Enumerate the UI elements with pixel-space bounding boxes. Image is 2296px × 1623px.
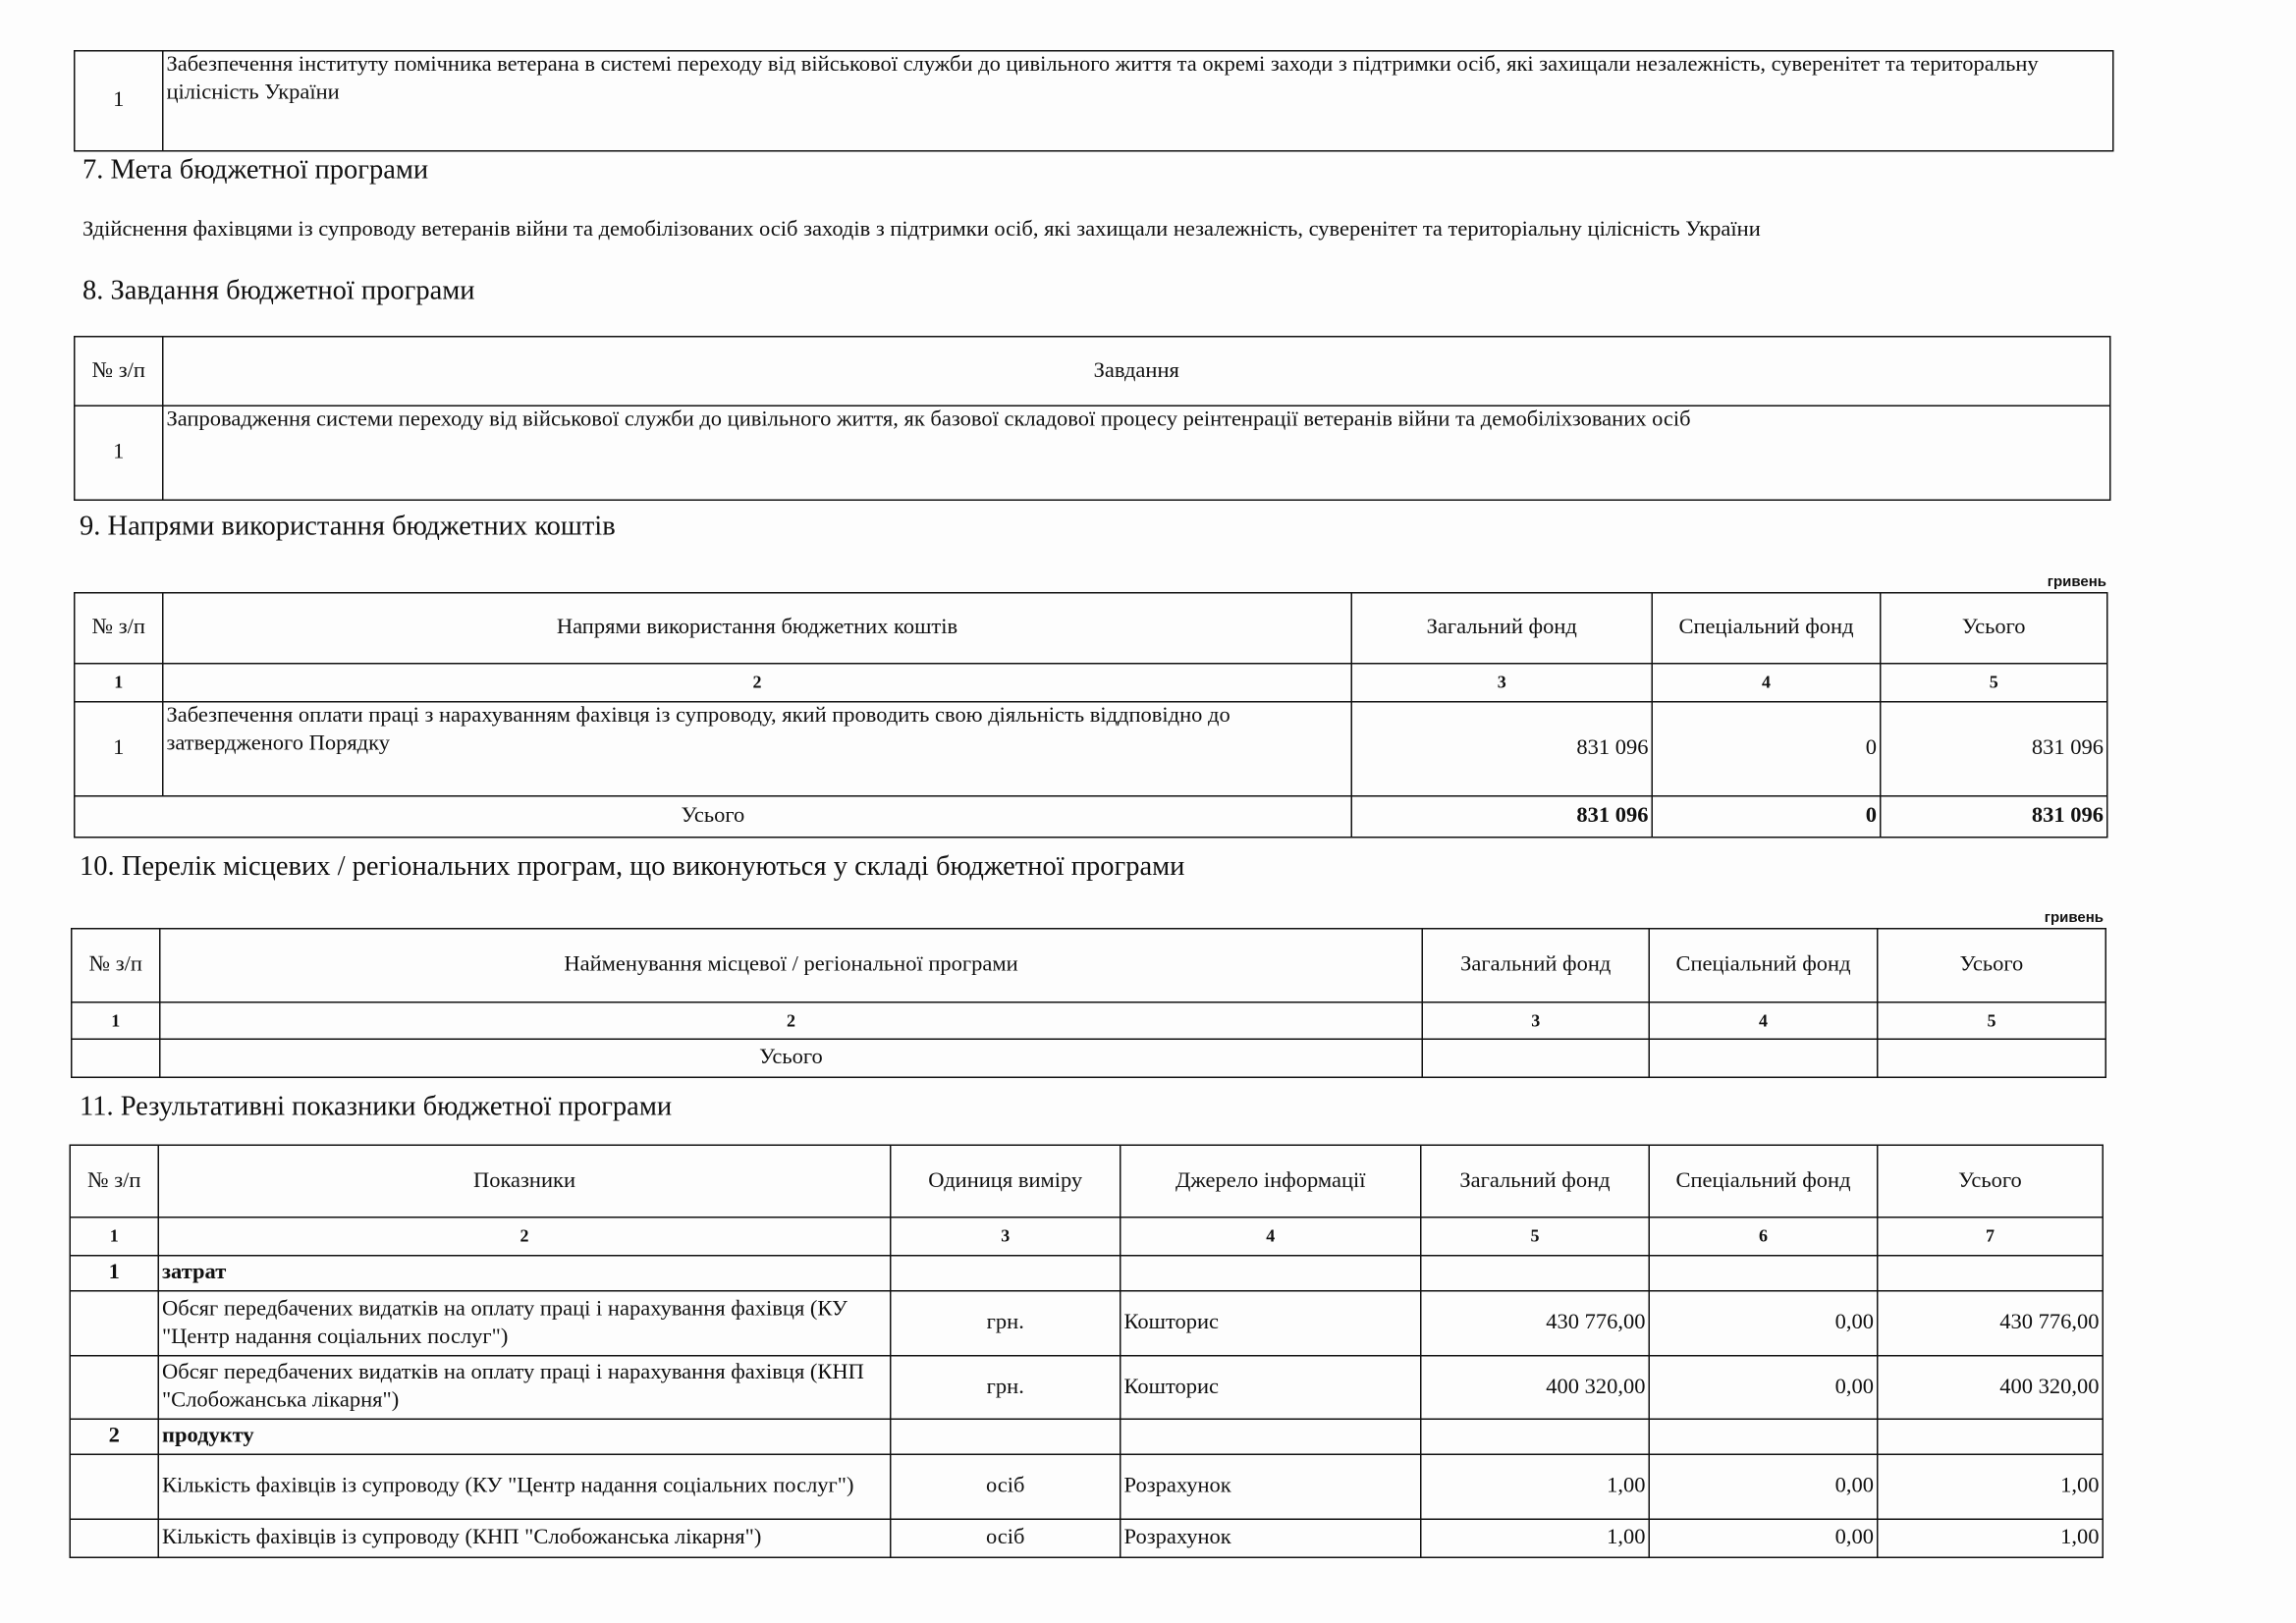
empty-cell (1649, 1256, 1878, 1291)
currency-unit: гривень (2047, 574, 2106, 591)
source: Розрахунок (1121, 1519, 1421, 1557)
header-total: Усього (1878, 929, 2106, 1002)
total-value: 400 320,00 (1878, 1356, 2104, 1420)
section10-table (71, 928, 2106, 1078)
header-num: № з/п (75, 337, 163, 406)
empty-cell (1649, 1419, 1878, 1454)
indicator-text: Кількість фахівців із супроводу (КНП "Слобожанська лікарня") (158, 1519, 891, 1557)
col-num: 6 (1649, 1217, 1878, 1256)
special-fund-value: 0,00 (1649, 1291, 1878, 1356)
unit: грн. (891, 1291, 1121, 1356)
section8-title: 8. Завдання бюджетної програми (82, 275, 475, 306)
empty-cell (70, 1356, 158, 1420)
col-num: 2 (160, 1002, 1423, 1040)
row-text: Забезпечення інституту помічника ветерана в системі переходу від військової служби до цивільного життя та окремі заходи з підтримки осіб, які захищали незалежність, суверенітет та територальну цілісність України (163, 51, 2113, 151)
table-row (70, 1454, 2103, 1519)
header-special-fund: Спеціальний фонд (1649, 1145, 1878, 1217)
indicator-text: Обсяг передбачених видатків на оплату праці і нарахування фахівця (КНП "Слобожанська лікарня") (158, 1356, 891, 1420)
general-fund-value: 831 096 (1351, 702, 1652, 796)
header-unit: Одиниця виміру (891, 1145, 1121, 1217)
section9-title: 9. Напрями використання бюджетних коштів (80, 511, 616, 542)
empty-cell (72, 1039, 160, 1077)
section10-title: 10. Перелік місцевих / регіональних програм, що виконуються у складі бюджетної програми (80, 851, 1185, 883)
header-num: № з/п (70, 1145, 158, 1217)
empty-cell (70, 1291, 158, 1356)
general-fund-value: 1,00 (1421, 1519, 1650, 1557)
col-num: 7 (1878, 1217, 2104, 1256)
table-row (70, 1356, 2103, 1420)
source: Розрахунок (1121, 1454, 1421, 1519)
row-text: Запровадження системи переходу від військової служби до цивільного життя, як базової складової процесу реінтенрації ветеранів війни та демобіліхзованих осіб (163, 406, 2110, 500)
header-direction: Напрями використання бюджетних коштів (163, 593, 1352, 664)
col-num: 1 (72, 1002, 160, 1040)
special-fund-value: 0 (1652, 702, 1881, 796)
total-general: 831 096 (1351, 796, 1652, 838)
unit: осіб (891, 1454, 1121, 1519)
col-num: 5 (1881, 664, 2107, 702)
header-general-fund: Загальний фонд (1421, 1145, 1650, 1217)
col-num: 3 (891, 1217, 1121, 1256)
special-fund-value: 0,00 (1649, 1519, 1878, 1557)
table-row (70, 1519, 2103, 1557)
total-total: 831 096 (1881, 796, 2107, 838)
source: Кошторис (1121, 1356, 1421, 1420)
general-fund-value: 400 320,00 (1421, 1356, 1650, 1420)
total-special: 0 (1652, 796, 1881, 838)
section6-table (74, 50, 2114, 152)
total-value: 430 776,00 (1878, 1291, 2104, 1356)
header-num: № з/п (72, 929, 160, 1002)
empty-cell (70, 1454, 158, 1519)
unit: грн. (891, 1356, 1121, 1420)
col-num: 1 (75, 664, 163, 702)
section11-title: 11. Результативні показники бюджетної програми (80, 1091, 673, 1122)
indicator-text: Обсяг передбачених видатків на оплату праці і нарахування фахівця (КУ "Центр надання соціальних послуг") (158, 1291, 891, 1356)
col-num: 5 (1421, 1217, 1650, 1256)
col-num: 4 (1121, 1217, 1421, 1256)
section11-table (70, 1145, 2105, 1559)
empty-cell (891, 1256, 1121, 1291)
group-row (70, 1256, 2103, 1291)
row-text: Забезпечення оплати праці з нарахуванням фахівця із супроводу, який проводить свою діяльність віддповідно до затвердженого Порядку (163, 702, 1352, 796)
group-row (70, 1419, 2103, 1454)
header-total: Усього (1881, 593, 2107, 664)
section7-text: Здійснення фахівцями із супроводу ветеранів війни та демобілізованих осіб заходів з підтримки осіб, які захищали незалежність, суверенітет та територіальну цілісність України (82, 218, 1761, 242)
empty-cell (891, 1419, 1121, 1454)
currency-unit: гривень (2044, 910, 2104, 927)
total-value: 1,00 (1878, 1519, 2104, 1557)
section8-table (74, 336, 2111, 501)
header-special-fund: Спеціальний фонд (1652, 593, 1881, 664)
group-name: затрат (158, 1256, 891, 1291)
col-num: 3 (1351, 664, 1652, 702)
empty-cell (1878, 1256, 2104, 1291)
total-value: 1,00 (1878, 1454, 2104, 1519)
total-label: Усього (160, 1039, 1423, 1077)
section9-table (74, 592, 2108, 839)
header-num: № з/п (75, 593, 163, 664)
header-program-name: Найменування місцевої / регіональної програми (160, 929, 1423, 1002)
header-indicators: Показники (158, 1145, 891, 1217)
unit: осіб (891, 1519, 1121, 1557)
col-num: 1 (70, 1217, 158, 1256)
col-num: 2 (163, 664, 1352, 702)
special-fund-value: 0,00 (1649, 1454, 1878, 1519)
group-number: 2 (70, 1419, 158, 1454)
header-total: Усього (1878, 1145, 2104, 1217)
header-general-fund: Загальний фонд (1422, 929, 1649, 1002)
header-source: Джерело інформації (1121, 1145, 1421, 1217)
col-num: 3 (1422, 1002, 1649, 1040)
total-value: 831 096 (1881, 702, 2107, 796)
row-number: 1 (75, 51, 163, 151)
col-num: 5 (1878, 1002, 2106, 1040)
empty-cell (1878, 1039, 2106, 1077)
general-fund-value: 430 776,00 (1421, 1291, 1650, 1356)
section7-title: 7. Мета бюджетної програми (82, 154, 429, 186)
col-num: 4 (1649, 1002, 1878, 1040)
group-number: 1 (70, 1256, 158, 1291)
total-row (72, 1039, 2106, 1077)
total-row (75, 796, 2107, 838)
indicator-text: Кількість фахівців із супроводу (КУ "Центр надання соціальних послуг") (158, 1454, 891, 1519)
empty-cell (1421, 1256, 1650, 1291)
col-num: 4 (1652, 664, 1881, 702)
source: Кошторис (1121, 1291, 1421, 1356)
col-num: 2 (158, 1217, 891, 1256)
header-general-fund: Загальний фонд (1351, 593, 1652, 664)
group-name: продукту (158, 1419, 891, 1454)
empty-cell (1878, 1419, 2104, 1454)
empty-cell (1121, 1419, 1421, 1454)
special-fund-value: 0,00 (1649, 1356, 1878, 1420)
general-fund-value: 1,00 (1421, 1454, 1650, 1519)
header-task: Завдання (163, 337, 2110, 406)
empty-cell (1649, 1039, 1878, 1077)
empty-cell (1421, 1419, 1650, 1454)
empty-cell (1121, 1256, 1421, 1291)
empty-cell (1422, 1039, 1649, 1077)
total-label: Усього (75, 796, 1352, 838)
row-number: 1 (75, 406, 163, 500)
row-number: 1 (75, 702, 163, 796)
table-row (70, 1291, 2103, 1356)
table-row (75, 702, 2107, 796)
header-special-fund: Спеціальний фонд (1649, 929, 1878, 1002)
empty-cell (70, 1519, 158, 1557)
